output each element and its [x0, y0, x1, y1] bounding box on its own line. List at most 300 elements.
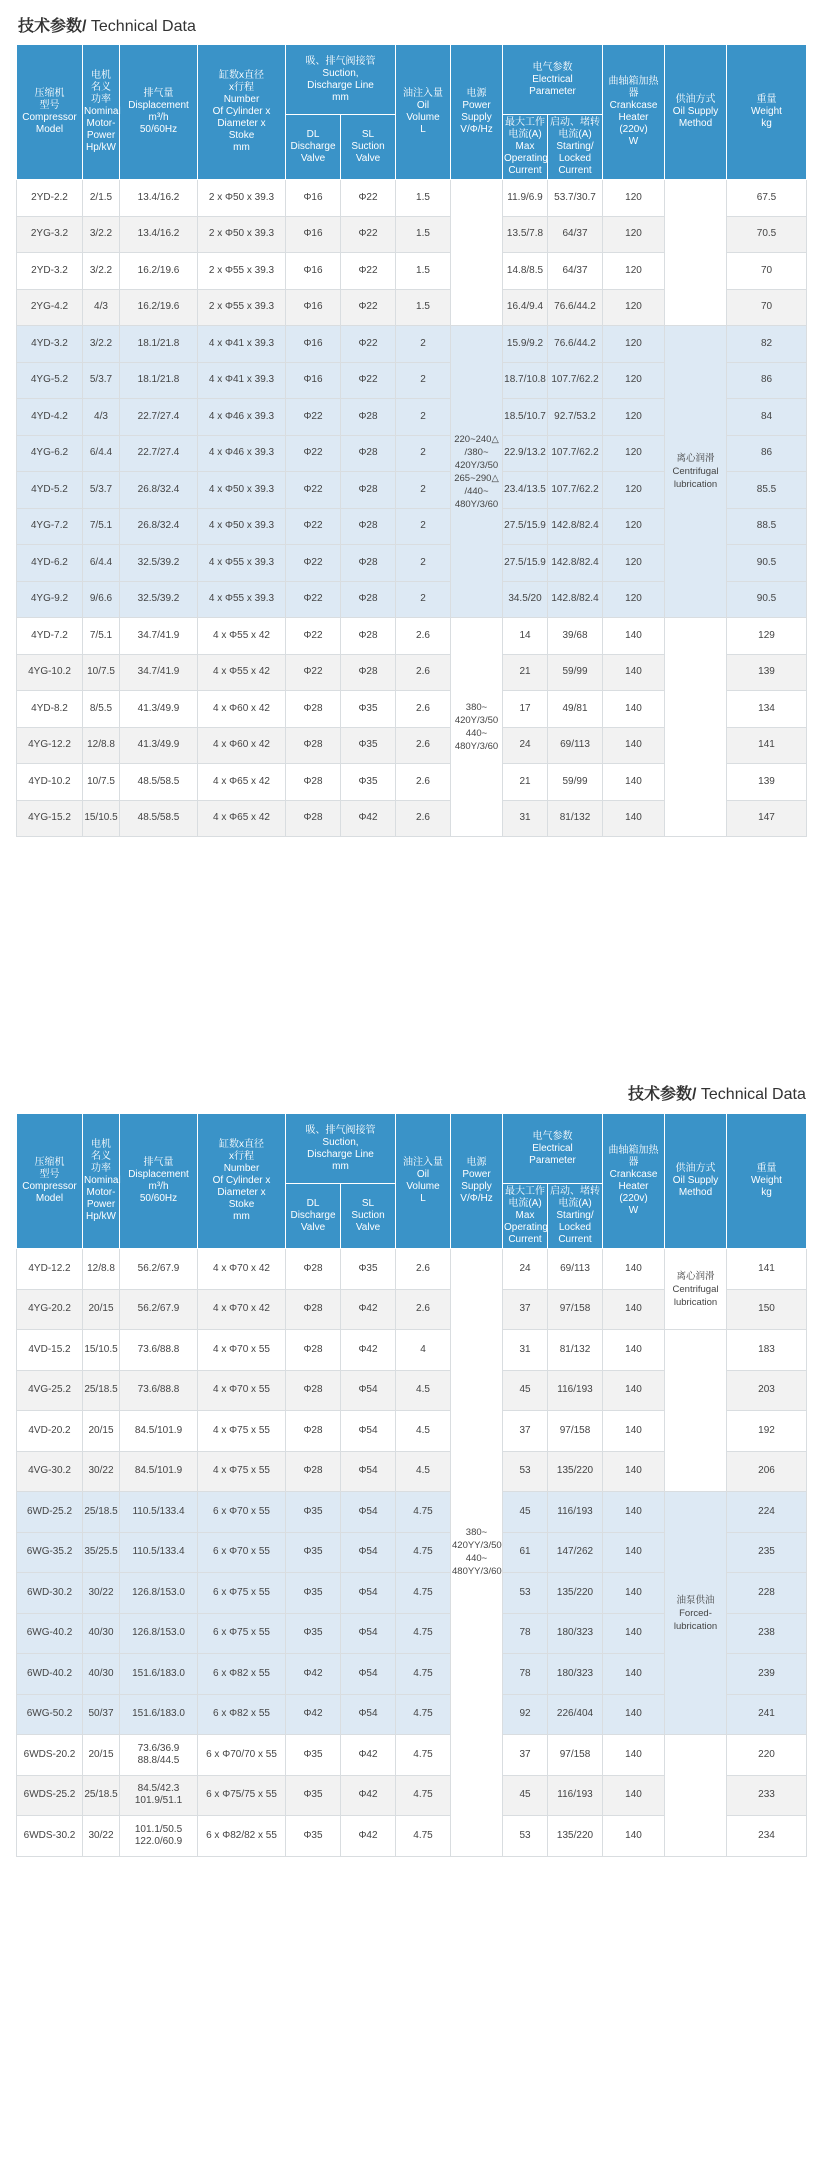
cell-locked-current: 116/193 — [548, 1492, 603, 1533]
cell-max-current: 13.5/7.8 — [503, 216, 548, 253]
cell-crankcase-heater: 140 — [603, 1411, 665, 1452]
cell-locked-current: 76.6/44.2 — [548, 289, 603, 326]
cell-displacement: 48.5/58.5 — [120, 764, 198, 801]
cell-oil-volume: 4.75 — [396, 1573, 451, 1614]
cell-locked-current: 116/193 — [548, 1775, 603, 1816]
cell-max-current: 21 — [503, 764, 548, 801]
cell-oil-volume: 4.75 — [396, 1492, 451, 1533]
cell-crankcase-heater: 120 — [603, 216, 665, 253]
cell-cylinder: 6 x Φ82/82 x 55 — [198, 1816, 286, 1857]
cell-crankcase-heater: 140 — [603, 1816, 665, 1857]
cell-cylinder: 4 x Φ41 x 39.3 — [198, 326, 286, 363]
cell-cylinder: 4 x Φ50 x 39.3 — [198, 508, 286, 545]
cell-displacement: 16.2/19.6 — [120, 289, 198, 326]
cell-oil-supply — [665, 180, 727, 326]
cell-max-current: 45 — [503, 1492, 548, 1533]
cell-locked-current: 76.6/44.2 — [548, 326, 603, 363]
cell-cylinder: 4 x Φ46 x 39.3 — [198, 399, 286, 436]
cell-weight: 238 — [727, 1613, 807, 1654]
cell-weight: 88.5 — [727, 508, 807, 545]
cell-motor: 4/3 — [83, 289, 120, 326]
cell-motor: 5/3.7 — [83, 362, 120, 399]
cell-sl: Φ22 — [341, 216, 396, 253]
cell-model: 2YG-3.2 — [17, 216, 83, 253]
cell-cylinder: 6 x Φ75 x 55 — [198, 1613, 286, 1654]
cell-model: 4YG-6.2 — [17, 435, 83, 472]
cell-weight: 233 — [727, 1775, 807, 1816]
cell-motor: 30/22 — [83, 1573, 120, 1614]
cell-displacement: 22.7/27.4 — [120, 399, 198, 436]
cell-oil-volume: 2 — [396, 581, 451, 618]
cell-weight: 70 — [727, 289, 807, 326]
cell-model: 4YD-5.2 — [17, 472, 83, 509]
header-motor: 电机 名义 功率 Nominal Motor- Power Hp/kW — [83, 1114, 120, 1249]
cell-model: 4YG-20.2 — [17, 1289, 83, 1330]
header-cylinder: 缸数x直径 x行程 Number Of Cylinder x Diameter x Stoke mm — [198, 45, 286, 180]
cell-crankcase-heater: 140 — [603, 654, 665, 691]
header-max-current: 最大工作 电流(A) Max Operating Current — [503, 115, 548, 180]
cell-oil-volume: 4.5 — [396, 1411, 451, 1452]
cell-locked-current: 142.8/82.4 — [548, 581, 603, 618]
cell-locked-current: 180/323 — [548, 1613, 603, 1654]
table-row — [17, 326, 807, 363]
cell-crankcase-heater: 140 — [603, 727, 665, 764]
cell-dl: Φ28 — [286, 1411, 341, 1452]
header-locked-current: 启动、堵转 电流(A) Starting/ Locked Current — [548, 1184, 603, 1249]
cell-oil-volume: 4 — [396, 1330, 451, 1371]
cell-sl: Φ28 — [341, 581, 396, 618]
cell-motor: 7/5.1 — [83, 508, 120, 545]
cell-motor: 12/8.8 — [83, 727, 120, 764]
table-row — [17, 1330, 807, 1371]
cell-sl: Φ42 — [341, 800, 396, 837]
cell-motor: 20/15 — [83, 1411, 120, 1452]
cell-max-current: 24 — [503, 1249, 548, 1290]
cell-crankcase-heater: 140 — [603, 764, 665, 801]
cell-model: 4VG-30.2 — [17, 1451, 83, 1492]
cell-max-current: 14.8/8.5 — [503, 253, 548, 290]
cell-sl: Φ42 — [341, 1289, 396, 1330]
cell-cylinder: 6 x Φ82 x 55 — [198, 1694, 286, 1735]
cell-crankcase-heater: 120 — [603, 581, 665, 618]
cell-dl: Φ42 — [286, 1694, 341, 1735]
cell-dl: Φ16 — [286, 289, 341, 326]
cell-motor: 30/22 — [83, 1816, 120, 1857]
cell-max-current: 34.5/20 — [503, 581, 548, 618]
header-oil-supply: 供油方式 Oil Supply Method — [665, 45, 727, 180]
cell-model: 4YG-9.2 — [17, 581, 83, 618]
cell-oil-volume: 2.6 — [396, 691, 451, 728]
cell-locked-current: 59/99 — [548, 654, 603, 691]
cell-max-current: 17 — [503, 691, 548, 728]
cell-model: 4YD-6.2 — [17, 545, 83, 582]
cell-model: 4YD-8.2 — [17, 691, 83, 728]
cell-dl: Φ22 — [286, 618, 341, 655]
cell-model: 4YG-12.2 — [17, 727, 83, 764]
cell-sl: Φ28 — [341, 399, 396, 436]
cell-crankcase-heater: 140 — [603, 1694, 665, 1735]
cell-sl: Φ54 — [341, 1532, 396, 1573]
cell-motor: 6/4.4 — [83, 435, 120, 472]
cell-motor: 25/18.5 — [83, 1370, 120, 1411]
cell-locked-current: 53.7/30.7 — [548, 180, 603, 217]
cell-weight: 183 — [727, 1330, 807, 1371]
cell-model: 4YD-7.2 — [17, 618, 83, 655]
cell-crankcase-heater: 120 — [603, 180, 665, 217]
cell-max-current: 27.5/15.9 — [503, 545, 548, 582]
cell-crankcase-heater: 140 — [603, 1775, 665, 1816]
cell-motor: 20/15 — [83, 1735, 120, 1776]
cell-model: 4YG-10.2 — [17, 654, 83, 691]
header-model: 压缩机 型号 Compressor Model — [17, 1114, 83, 1249]
cell-weight: 224 — [727, 1492, 807, 1533]
cell-cylinder: 4 x Φ41 x 39.3 — [198, 362, 286, 399]
cell-locked-current: 142.8/82.4 — [548, 508, 603, 545]
cell-displacement: 101.1/50.5 122.0/60.9 — [120, 1816, 198, 1857]
cell-sl: Φ54 — [341, 1451, 396, 1492]
cell-max-current: 31 — [503, 1330, 548, 1371]
cell-cylinder: 4 x Φ70 x 55 — [198, 1370, 286, 1411]
cell-sl: Φ54 — [341, 1370, 396, 1411]
cell-model: 4YD-12.2 — [17, 1249, 83, 1290]
cell-weight: 82 — [727, 326, 807, 363]
cell-dl: Φ28 — [286, 727, 341, 764]
header-oil-supply: 供油方式 Oil Supply Method — [665, 1114, 727, 1249]
header-sl: SL Suction Valve — [341, 115, 396, 180]
cell-cylinder: 6 x Φ70/70 x 55 — [198, 1735, 286, 1776]
cell-weight: 139 — [727, 654, 807, 691]
cell-displacement: 13.4/16.2 — [120, 216, 198, 253]
cell-weight: 206 — [727, 1451, 807, 1492]
cell-dl: Φ35 — [286, 1613, 341, 1654]
cell-oil-volume: 2 — [396, 362, 451, 399]
cell-cylinder: 6 x Φ75/75 x 55 — [198, 1775, 286, 1816]
cell-weight: 239 — [727, 1654, 807, 1695]
cell-oil-volume: 2.6 — [396, 654, 451, 691]
cell-dl: Φ16 — [286, 326, 341, 363]
cell-max-current: 15.9/9.2 — [503, 326, 548, 363]
cell-oil-volume: 1.5 — [396, 289, 451, 326]
header-electrical-group: 电气参数 Electrical Parameter — [503, 45, 603, 115]
cell-sl: Φ22 — [341, 253, 396, 290]
cell-sl: Φ35 — [341, 1249, 396, 1290]
cell-locked-current: 81/132 — [548, 800, 603, 837]
cell-dl: Φ42 — [286, 1654, 341, 1695]
cell-max-current: 24 — [503, 727, 548, 764]
cell-sl: Φ28 — [341, 435, 396, 472]
cell-sl: Φ28 — [341, 618, 396, 655]
cell-sl: Φ35 — [341, 764, 396, 801]
cell-displacement: 73.6/88.8 — [120, 1330, 198, 1371]
cell-dl: Φ16 — [286, 362, 341, 399]
cell-motor: 9/6.6 — [83, 581, 120, 618]
cell-displacement: 56.2/67.9 — [120, 1289, 198, 1330]
cell-displacement: 16.2/19.6 — [120, 253, 198, 290]
cell-oil-volume: 1.5 — [396, 253, 451, 290]
cell-motor: 30/22 — [83, 1451, 120, 1492]
cell-model: 4YG-7.2 — [17, 508, 83, 545]
cell-max-current: 45 — [503, 1775, 548, 1816]
header-max-current: 最大工作 电流(A) Max Operating Current — [503, 1184, 548, 1249]
cell-crankcase-heater: 140 — [603, 1330, 665, 1371]
header-sl: SL Suction Valve — [341, 1184, 396, 1249]
cell-sl: Φ22 — [341, 180, 396, 217]
cell-motor: 3/2.2 — [83, 216, 120, 253]
cell-sl: Φ42 — [341, 1775, 396, 1816]
cell-sl: Φ28 — [341, 472, 396, 509]
cell-weight: 235 — [727, 1532, 807, 1573]
cell-max-current: 45 — [503, 1370, 548, 1411]
cell-max-current: 27.5/15.9 — [503, 508, 548, 545]
cell-weight: 234 — [727, 1816, 807, 1857]
cell-oil-volume: 2.6 — [396, 764, 451, 801]
cell-motor: 8/5.5 — [83, 691, 120, 728]
cell-locked-current: 180/323 — [548, 1654, 603, 1695]
cell-motor: 25/18.5 — [83, 1492, 120, 1533]
cell-crankcase-heater: 120 — [603, 326, 665, 363]
header-cylinder: 缸数x直径 x行程 Number Of Cylinder x Diameter x Stoke mm — [198, 1114, 286, 1249]
header-valve-group: 吸、排气阀接管 Suction, Discharge Line mm — [286, 1114, 396, 1184]
cell-max-current: 16.4/9.4 — [503, 289, 548, 326]
header-power-supply: 电源 Power Supply V/Φ/Hz — [451, 1114, 503, 1249]
cell-oil-volume: 2 — [396, 399, 451, 436]
cell-cylinder: 4 x Φ55 x 42 — [198, 618, 286, 655]
cell-crankcase-heater: 140 — [603, 618, 665, 655]
cell-crankcase-heater: 140 — [603, 1451, 665, 1492]
cell-model: 6WDS-30.2 — [17, 1816, 83, 1857]
cell-locked-current: 107.7/62.2 — [548, 435, 603, 472]
cell-model: 2YD-3.2 — [17, 253, 83, 290]
cell-dl: Φ22 — [286, 399, 341, 436]
cell-sl: Φ42 — [341, 1735, 396, 1776]
cell-dl: Φ28 — [286, 1370, 341, 1411]
table-row — [17, 180, 807, 217]
cell-model: 6WD-40.2 — [17, 1654, 83, 1695]
table-row — [17, 1492, 807, 1533]
cell-locked-current: 226/404 — [548, 1694, 603, 1735]
cell-power-supply: 220~240△ /380~ 420Y/3/50 265~290△ /440~ 480Y/3/60 — [451, 326, 503, 618]
technical-data-table-1 — [16, 44, 807, 837]
cell-sl: Φ28 — [341, 508, 396, 545]
cell-cylinder: 2 x Φ50 x 39.3 — [198, 216, 286, 253]
cell-weight: 147 — [727, 800, 807, 837]
cell-cylinder: 2 x Φ55 x 39.3 — [198, 253, 286, 290]
section-title-top — [18, 13, 196, 36]
cell-max-current: 11.9/6.9 — [503, 180, 548, 217]
cell-motor: 2/1.5 — [83, 180, 120, 217]
cell-sl: Φ22 — [341, 289, 396, 326]
cell-max-current: 22.9/13.2 — [503, 435, 548, 472]
cell-max-current: 37 — [503, 1735, 548, 1776]
section-title-en: Technical Data — [696, 1086, 806, 1103]
cell-sl: Φ42 — [341, 1330, 396, 1371]
cell-oil-volume: 2.6 — [396, 618, 451, 655]
cell-max-current: 37 — [503, 1289, 548, 1330]
section-title-bottom — [628, 1081, 806, 1104]
cell-displacement: 110.5/133.4 — [120, 1492, 198, 1533]
cell-crankcase-heater: 140 — [603, 1613, 665, 1654]
cell-displacement: 13.4/16.2 — [120, 180, 198, 217]
cell-cylinder: 4 x Φ60 x 42 — [198, 691, 286, 728]
cell-crankcase-heater: 140 — [603, 691, 665, 728]
cell-model: 4VG-25.2 — [17, 1370, 83, 1411]
cell-model: 6WG-35.2 — [17, 1532, 83, 1573]
cell-dl: Φ28 — [286, 764, 341, 801]
cell-oil-volume: 2.6 — [396, 1249, 451, 1290]
cell-dl: Φ22 — [286, 508, 341, 545]
cell-oil-volume: 4.5 — [396, 1370, 451, 1411]
cell-cylinder: 4 x Φ50 x 39.3 — [198, 472, 286, 509]
cell-motor: 3/2.2 — [83, 253, 120, 290]
cell-crankcase-heater: 120 — [603, 399, 665, 436]
cell-oil-supply — [665, 1330, 727, 1492]
cell-weight: 220 — [727, 1735, 807, 1776]
header-power-supply: 电源 Power Supply V/Φ/Hz — [451, 45, 503, 180]
section-title-en: Technical Data — [86, 18, 196, 35]
cell-cylinder: 4 x Φ70 x 42 — [198, 1289, 286, 1330]
cell-dl: Φ35 — [286, 1735, 341, 1776]
cell-model: 2YG-4.2 — [17, 289, 83, 326]
cell-weight: 134 — [727, 691, 807, 728]
cell-displacement: 151.6/183.0 — [120, 1654, 198, 1695]
cell-sl: Φ42 — [341, 1816, 396, 1857]
cell-locked-current: 39/68 — [548, 618, 603, 655]
cell-oil-volume: 2 — [396, 472, 451, 509]
cell-crankcase-heater: 140 — [603, 1654, 665, 1695]
cell-oil-volume: 2.6 — [396, 727, 451, 764]
cell-sl: Φ28 — [341, 545, 396, 582]
cell-oil-supply: 油泵供油 Forced- lubrication — [665, 1492, 727, 1735]
cell-weight: 67.5 — [727, 180, 807, 217]
cell-dl: Φ35 — [286, 1492, 341, 1533]
cell-locked-current: 97/158 — [548, 1411, 603, 1452]
cell-crankcase-heater: 120 — [603, 472, 665, 509]
cell-model: 4YD-3.2 — [17, 326, 83, 363]
cell-oil-volume: 2 — [396, 508, 451, 545]
cell-oil-volume: 4.75 — [396, 1694, 451, 1735]
cell-oil-volume: 4.75 — [396, 1613, 451, 1654]
header-valve-group: 吸、排气阀接管 Suction, Discharge Line mm — [286, 45, 396, 115]
cell-locked-current: 147/262 — [548, 1532, 603, 1573]
cell-displacement: 126.8/153.0 — [120, 1573, 198, 1614]
section-title-zh: 技术参数/ — [18, 18, 87, 35]
cell-displacement: 32.5/39.2 — [120, 581, 198, 618]
cell-displacement: 34.7/41.9 — [120, 654, 198, 691]
cell-dl: Φ28 — [286, 1330, 341, 1371]
cell-displacement: 18.1/21.8 — [120, 326, 198, 363]
cell-motor: 40/30 — [83, 1613, 120, 1654]
cell-oil-volume: 4.75 — [396, 1532, 451, 1573]
cell-model: 4YG-15.2 — [17, 800, 83, 837]
cell-sl: Φ54 — [341, 1492, 396, 1533]
cell-dl: Φ35 — [286, 1816, 341, 1857]
cell-displacement: 41.3/49.9 — [120, 691, 198, 728]
cell-locked-current: 135/220 — [548, 1573, 603, 1614]
cell-cylinder: 4 x Φ46 x 39.3 — [198, 435, 286, 472]
cell-cylinder: 4 x Φ60 x 42 — [198, 727, 286, 764]
cell-cylinder: 4 x Φ70 x 55 — [198, 1330, 286, 1371]
cell-locked-current: 92.7/53.2 — [548, 399, 603, 436]
table-row — [17, 618, 807, 655]
cell-model: 6WG-50.2 — [17, 1694, 83, 1735]
cell-dl: Φ35 — [286, 1775, 341, 1816]
cell-crankcase-heater: 140 — [603, 1532, 665, 1573]
cell-crankcase-heater: 140 — [603, 1249, 665, 1290]
cell-locked-current: 64/37 — [548, 253, 603, 290]
cell-oil-volume: 2.6 — [396, 800, 451, 837]
technical-data-table-2 — [16, 1113, 807, 1857]
cell-locked-current: 116/193 — [548, 1370, 603, 1411]
cell-oil-volume: 4.75 — [396, 1816, 451, 1857]
cell-dl: Φ22 — [286, 435, 341, 472]
cell-sl: Φ35 — [341, 691, 396, 728]
cell-locked-current: 49/81 — [548, 691, 603, 728]
cell-motor: 20/15 — [83, 1289, 120, 1330]
cell-oil-volume: 4.75 — [396, 1654, 451, 1695]
cell-oil-volume: 2 — [396, 545, 451, 582]
cell-crankcase-heater: 120 — [603, 508, 665, 545]
cell-cylinder: 2 x Φ50 x 39.3 — [198, 180, 286, 217]
header-dl: DL Discharge Valve — [286, 115, 341, 180]
cell-oil-volume: 4.75 — [396, 1735, 451, 1776]
header-motor: 电机 名义 功率 Nominal Motor- Power Hp/kW — [83, 45, 120, 180]
cell-oil-volume: 2 — [396, 435, 451, 472]
cell-displacement: 73.6/88.8 — [120, 1370, 198, 1411]
cell-model: 4YD-4.2 — [17, 399, 83, 436]
cell-displacement: 26.8/32.4 — [120, 472, 198, 509]
cell-max-current: 31 — [503, 800, 548, 837]
header-electrical-group: 电气参数 Electrical Parameter — [503, 1114, 603, 1184]
cell-weight: 192 — [727, 1411, 807, 1452]
cell-displacement: 110.5/133.4 — [120, 1532, 198, 1573]
header-weight: 重量 Weight kg — [727, 45, 807, 180]
cell-power-supply — [451, 180, 503, 326]
cell-dl: Φ22 — [286, 581, 341, 618]
cell-motor: 7/5.1 — [83, 618, 120, 655]
cell-crankcase-heater: 140 — [603, 1573, 665, 1614]
cell-locked-current: 107.7/62.2 — [548, 362, 603, 399]
cell-dl: Φ22 — [286, 545, 341, 582]
cell-crankcase-heater: 120 — [603, 545, 665, 582]
cell-motor: 35/25.5 — [83, 1532, 120, 1573]
cell-weight: 141 — [727, 727, 807, 764]
cell-displacement: 151.6/183.0 — [120, 1694, 198, 1735]
table-row — [17, 1735, 807, 1776]
cell-model: 2YD-2.2 — [17, 180, 83, 217]
cell-sl: Φ22 — [341, 362, 396, 399]
cell-crankcase-heater: 140 — [603, 800, 665, 837]
cell-max-current: 78 — [503, 1654, 548, 1695]
cell-oil-volume: 4.75 — [396, 1775, 451, 1816]
cell-cylinder: 6 x Φ75 x 55 — [198, 1573, 286, 1614]
cell-max-current: 78 — [503, 1613, 548, 1654]
cell-sl: Φ54 — [341, 1654, 396, 1695]
cell-sl: Φ22 — [341, 326, 396, 363]
cell-power-supply: 380~ 420Y/3/50 440~ 480Y/3/60 — [451, 618, 503, 837]
cell-max-current: 18.5/10.7 — [503, 399, 548, 436]
cell-displacement: 32.5/39.2 — [120, 545, 198, 582]
cell-max-current: 23.4/13.5 — [503, 472, 548, 509]
section-title-zh: 技术参数/ — [628, 1086, 697, 1103]
header-weight: 重量 Weight kg — [727, 1114, 807, 1249]
cell-oil-volume: 2 — [396, 326, 451, 363]
cell-locked-current: 97/158 — [548, 1735, 603, 1776]
cell-model: 4YG-5.2 — [17, 362, 83, 399]
cell-model: 6WDS-25.2 — [17, 1775, 83, 1816]
cell-displacement: 26.8/32.4 — [120, 508, 198, 545]
cell-dl: Φ16 — [286, 180, 341, 217]
cell-displacement: 41.3/49.9 — [120, 727, 198, 764]
